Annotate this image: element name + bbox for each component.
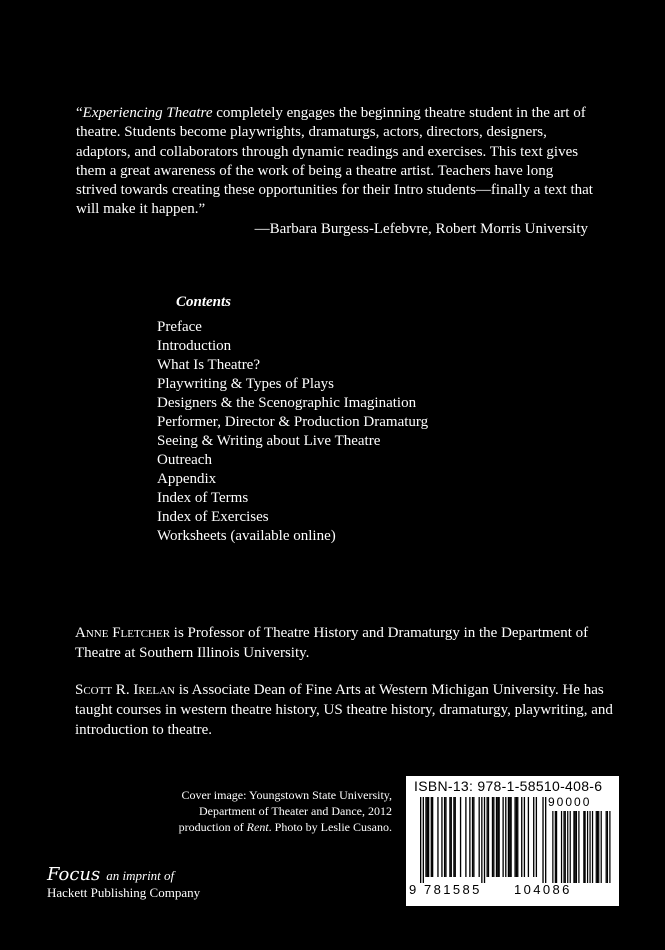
- barcode-bar: [481, 797, 482, 883]
- contents-heading: Contents: [176, 294, 232, 310]
- addon-bar: [606, 811, 607, 883]
- barcode-bar: [493, 797, 494, 877]
- addon-bar: [607, 811, 608, 883]
- cover-image-credit: [150, 787, 392, 835]
- barcode-bar: [533, 797, 534, 877]
- show-title: Rent: [246, 820, 269, 834]
- credit-text: production of: [178, 820, 247, 834]
- barcode-bar: [473, 797, 474, 877]
- barcode-bar: [432, 797, 433, 877]
- barcode-bar: [449, 797, 450, 877]
- barcode-bar: [502, 797, 503, 877]
- addon-bar: [565, 811, 566, 883]
- barcode-bar: [517, 797, 518, 877]
- contents-item: Seeing & Writing about Live Theatre: [157, 433, 381, 449]
- barcode-bar: [472, 797, 473, 877]
- barcode-bar: [492, 797, 493, 877]
- credit-line: Cover image: Youngstown State University,: [181, 788, 392, 802]
- author-bio-fletcher: [75, 623, 615, 663]
- barcode-bar: [516, 797, 517, 877]
- barcode-bar: [445, 797, 446, 877]
- barcode-bar: [514, 797, 515, 877]
- contents-list: [157, 318, 537, 546]
- barcode-bar: [455, 797, 456, 877]
- contents-item: Introduction: [157, 338, 232, 354]
- barcode-bar: [420, 797, 421, 883]
- contents-item: What Is Theatre?: [157, 357, 261, 373]
- contents-item: Preface: [157, 319, 202, 335]
- isbn-barcode: [406, 776, 619, 906]
- quote-attribution: —Barbara Burgess-Lefebvre, Robert Morris University: [254, 220, 588, 237]
- barcode-bar: [542, 797, 543, 883]
- addon-bar: [576, 811, 577, 883]
- barcode-bar: [510, 797, 511, 877]
- author-bio-irelan: [75, 680, 615, 740]
- focus-logo: Focus: [47, 864, 101, 885]
- credit-text: . Photo by Leslie Cusano.: [268, 820, 392, 834]
- barcode-bar: [509, 797, 510, 877]
- addon-bar: [552, 811, 553, 883]
- barcode-bar: [460, 797, 461, 877]
- contents-item: Performer, Director & Production Dramaturg: [157, 414, 429, 430]
- addon-bar: [561, 811, 562, 883]
- barcode-bar: [484, 797, 485, 883]
- barcode-bar: [505, 797, 506, 877]
- addon-bar: [596, 811, 597, 883]
- barcode-bar: [545, 797, 546, 883]
- contents-item: Worksheets (available online): [157, 528, 336, 544]
- endorsement-quote: [76, 104, 596, 239]
- addon-bar: [563, 811, 564, 883]
- addon-bar: [578, 811, 579, 883]
- barcode-bar: [479, 797, 480, 877]
- barcode-bar: [441, 797, 442, 877]
- book-title: Experiencing Theatre: [82, 105, 213, 121]
- author-bio-text: is Professor of Theatre History and Dramaturgy in the Department of Theatre at Southern Illinois University.: [75, 625, 589, 661]
- quote-body: completely engages the beginning theatre student in the art of theatre. Students become playwrights, dramaturgs, actors, directors, designers, adaptors, and collaborators through dynamic readings and exercises. This text gives them a great awareness of the work of being a theatre artist. Teachers have long strived towards creating these opportunities for their Intro students—finally a text that will make it happen.”: [76, 105, 593, 218]
- addon-bar: [556, 811, 557, 883]
- quote-text: [76, 104, 596, 220]
- addon-bar: [598, 811, 599, 883]
- barcode-bar: [431, 797, 432, 877]
- barcode-bar: [496, 797, 497, 877]
- barcode-bar: [521, 797, 522, 877]
- isbn-number: ISBN-13: 978-1-58510-408-6: [414, 778, 603, 794]
- addon-bar: [587, 811, 588, 883]
- barcode-bar: [528, 797, 529, 877]
- addon-bar: [567, 811, 568, 883]
- barcode-bar: [465, 797, 466, 877]
- barcode-bar: [487, 797, 488, 877]
- addon-bar: [597, 811, 598, 883]
- imprint-tagline: an imprint of: [106, 868, 175, 883]
- addon-bar: [589, 811, 590, 883]
- barcode-bar: [437, 797, 438, 877]
- barcode-digits-left: 781585: [424, 882, 482, 897]
- addon-bar: [584, 811, 585, 883]
- barcode-bar: [423, 797, 424, 883]
- quote-open-mark: “: [76, 105, 83, 121]
- barcode-bar: [524, 797, 525, 877]
- credit-line: [150, 819, 392, 835]
- table-of-contents: [157, 293, 537, 546]
- barcode-bar: [451, 797, 452, 877]
- addon-bar: [570, 811, 571, 883]
- contents-item: Index of Terms: [157, 490, 249, 506]
- barcode-bars: [408, 797, 617, 883]
- contents-item: Playwriting & Types of Plays: [157, 376, 335, 392]
- addon-bar: [555, 811, 556, 883]
- barcode-bar: [427, 797, 428, 877]
- addon-bar: [609, 811, 610, 883]
- barcode-bar: [444, 797, 445, 877]
- barcode-bar: [536, 797, 537, 877]
- barcode-bar: [488, 797, 489, 877]
- barcode-bar: [428, 797, 429, 877]
- barcode-digit-first: 9: [409, 882, 419, 897]
- credit-line: Department of Theater and Dance, 2012: [198, 804, 392, 818]
- addon-bar: [575, 811, 576, 883]
- barcode-bar: [469, 797, 470, 877]
- author-bio-text: is Associate Dean of Fine Arts at Western Michigan University. He has taught courses in western theatre history, US theatre history, dramaturgy, playwriting, and introduction to theatre.: [75, 682, 613, 738]
- barcode-bar: [425, 797, 426, 877]
- contents-item: Appendix: [157, 471, 217, 487]
- author-name: Scott R. Irelan: [75, 682, 175, 698]
- barcode-bar: [508, 797, 509, 877]
- author-name: Anne Fletcher: [75, 625, 171, 641]
- addon-bar: [592, 811, 593, 883]
- price-code: 90000: [548, 795, 592, 809]
- addon-bar: [583, 811, 584, 883]
- contents-item: Designers & the Scenographic Imagination: [157, 395, 417, 411]
- barcode-bar: [498, 797, 499, 877]
- addon-bar: [573, 811, 574, 883]
- publisher-imprint: [47, 866, 287, 901]
- contents-item: Index of Exercises: [157, 509, 269, 525]
- barcode-bar: [497, 797, 498, 877]
- addon-bar: [601, 811, 602, 883]
- publisher-name: Hackett Publishing Company: [47, 885, 201, 900]
- contents-item: Outreach: [157, 452, 212, 468]
- barcode-digits-right: 104086: [514, 882, 572, 897]
- barcode-bar: [453, 797, 454, 877]
